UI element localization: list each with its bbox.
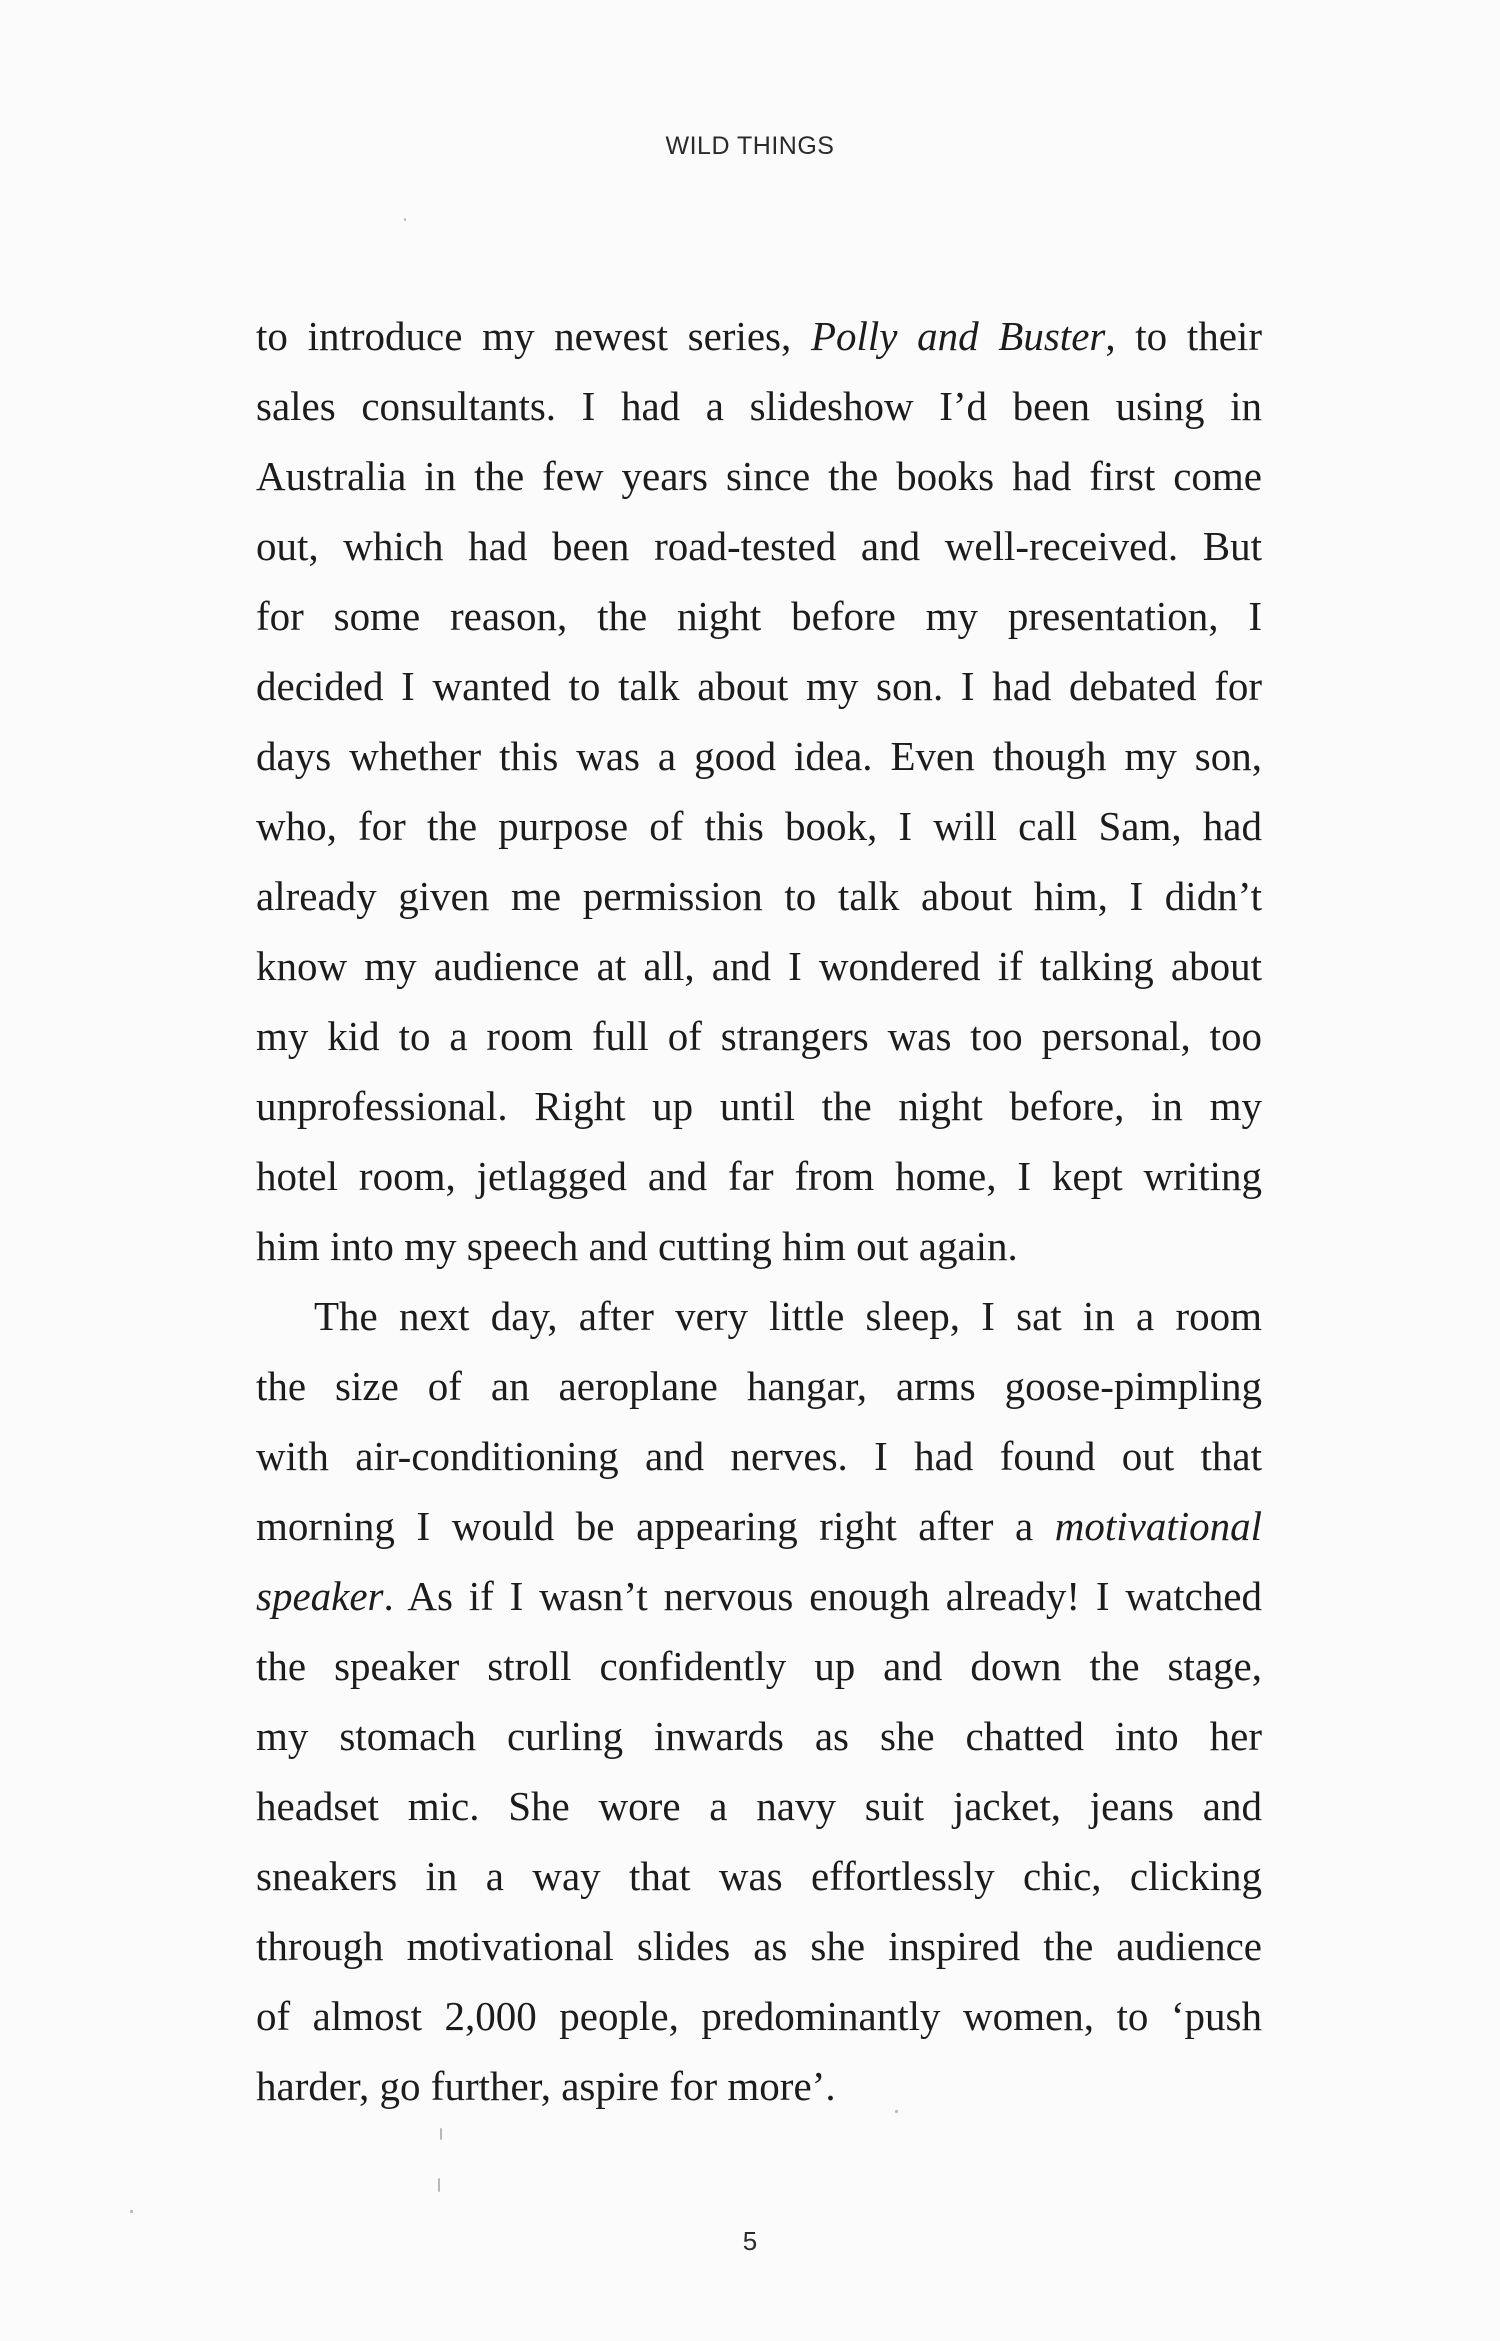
text-line bbox=[256, 1001, 1262, 1071]
body-text bbox=[256, 301, 1262, 2121]
text-run: know my audience at all, and I wondered if talking about bbox=[256, 943, 1262, 989]
text-run: morning I would be appearing right after a bbox=[256, 1503, 1055, 1549]
text-line bbox=[256, 1281, 1262, 1351]
text-run: the size of an aeroplane hangar, arms goose-pimpling bbox=[256, 1363, 1262, 1409]
text-line bbox=[256, 1211, 1262, 1281]
text-line bbox=[256, 1701, 1262, 1771]
scan-speck bbox=[438, 2178, 440, 2192]
text-line bbox=[256, 1771, 1262, 1841]
text-line bbox=[256, 721, 1262, 791]
text-line bbox=[256, 1351, 1262, 1421]
text-run: sales consultants. I had a slideshow I’d been using in bbox=[256, 383, 1262, 429]
italic-run: motivational bbox=[1054, 1503, 1262, 1549]
text-run: headset mic. She wore a navy suit jacket, jeans and bbox=[256, 1783, 1262, 1829]
text-run: of almost 2,000 people, predominantly women, to ‘push bbox=[256, 1993, 1262, 2039]
text-line bbox=[256, 791, 1262, 861]
text-run: The next day, after very little sleep, I sat in a room bbox=[314, 1293, 1262, 1339]
text-line bbox=[256, 2051, 1262, 2121]
text-run: with air-conditioning and nerves. I had found out that bbox=[256, 1433, 1262, 1479]
text-run: already given me permission to talk about him, I didn’t bbox=[256, 873, 1262, 919]
italic-run: speaker bbox=[256, 1573, 384, 1619]
text-run: , to their bbox=[1105, 313, 1262, 359]
text-line bbox=[256, 1491, 1262, 1561]
text-line bbox=[256, 441, 1262, 511]
italic-run: Polly and Buster bbox=[810, 313, 1106, 359]
text-run: hotel room, jetlagged and far from home, I kept writing bbox=[256, 1153, 1262, 1199]
text-line bbox=[256, 1631, 1262, 1701]
text-line bbox=[256, 651, 1262, 721]
text-line bbox=[256, 931, 1262, 1001]
text-run: the speaker stroll confidently up and down the stage, bbox=[256, 1643, 1262, 1689]
text-run: days whether this was a good idea. Even though my son, bbox=[256, 733, 1262, 779]
text-line bbox=[256, 301, 1262, 371]
page-number: 5 bbox=[742, 2226, 758, 2256]
scan-speck bbox=[895, 2110, 898, 2113]
text-run: my kid to a room full of strangers was too personal, too bbox=[256, 1013, 1262, 1059]
text-run: unprofessional. Right up until the night before, in my bbox=[256, 1083, 1262, 1129]
text-line bbox=[256, 1421, 1262, 1491]
text-run: who, for the purpose of this book, I will call Sam, had bbox=[256, 803, 1262, 849]
scan-speck bbox=[404, 218, 406, 221]
text-line bbox=[256, 1561, 1262, 1631]
text-run: . As if I wasn’t nervous enough already! I watched bbox=[383, 1573, 1262, 1619]
text-run: decided I wanted to talk about my son. I had debated for bbox=[256, 663, 1262, 709]
text-run: through motivational slides as she inspired the audience bbox=[256, 1923, 1262, 1969]
text-run: sneakers in a way that was effortlessly chic, clicking bbox=[256, 1853, 1262, 1899]
text-line bbox=[256, 1981, 1262, 2051]
scan-speck bbox=[130, 2210, 133, 2213]
text-run: to introduce my newest series, bbox=[256, 313, 811, 359]
scan-speck bbox=[440, 2128, 442, 2140]
text-line bbox=[256, 1071, 1262, 1141]
text-line bbox=[256, 371, 1262, 441]
text-run: him into my speech and cutting him out again. bbox=[256, 1223, 1018, 1269]
text-line bbox=[256, 1841, 1262, 1911]
text-line bbox=[256, 1141, 1262, 1211]
text-line bbox=[256, 861, 1262, 931]
text-line bbox=[256, 581, 1262, 651]
text-line bbox=[256, 511, 1262, 581]
text-run: out, which had been road-tested and well-received. But bbox=[256, 523, 1262, 569]
text-run: Australia in the few years since the books had first come bbox=[256, 453, 1262, 499]
text-run: harder, go further, aspire for more’. bbox=[256, 2063, 836, 2109]
text-run: for some reason, the night before my presentation, I bbox=[256, 593, 1262, 639]
running-head: WILD THINGS bbox=[665, 132, 835, 160]
text-run: my stomach curling inwards as she chatted into her bbox=[256, 1713, 1262, 1759]
text-line bbox=[256, 1911, 1262, 1981]
